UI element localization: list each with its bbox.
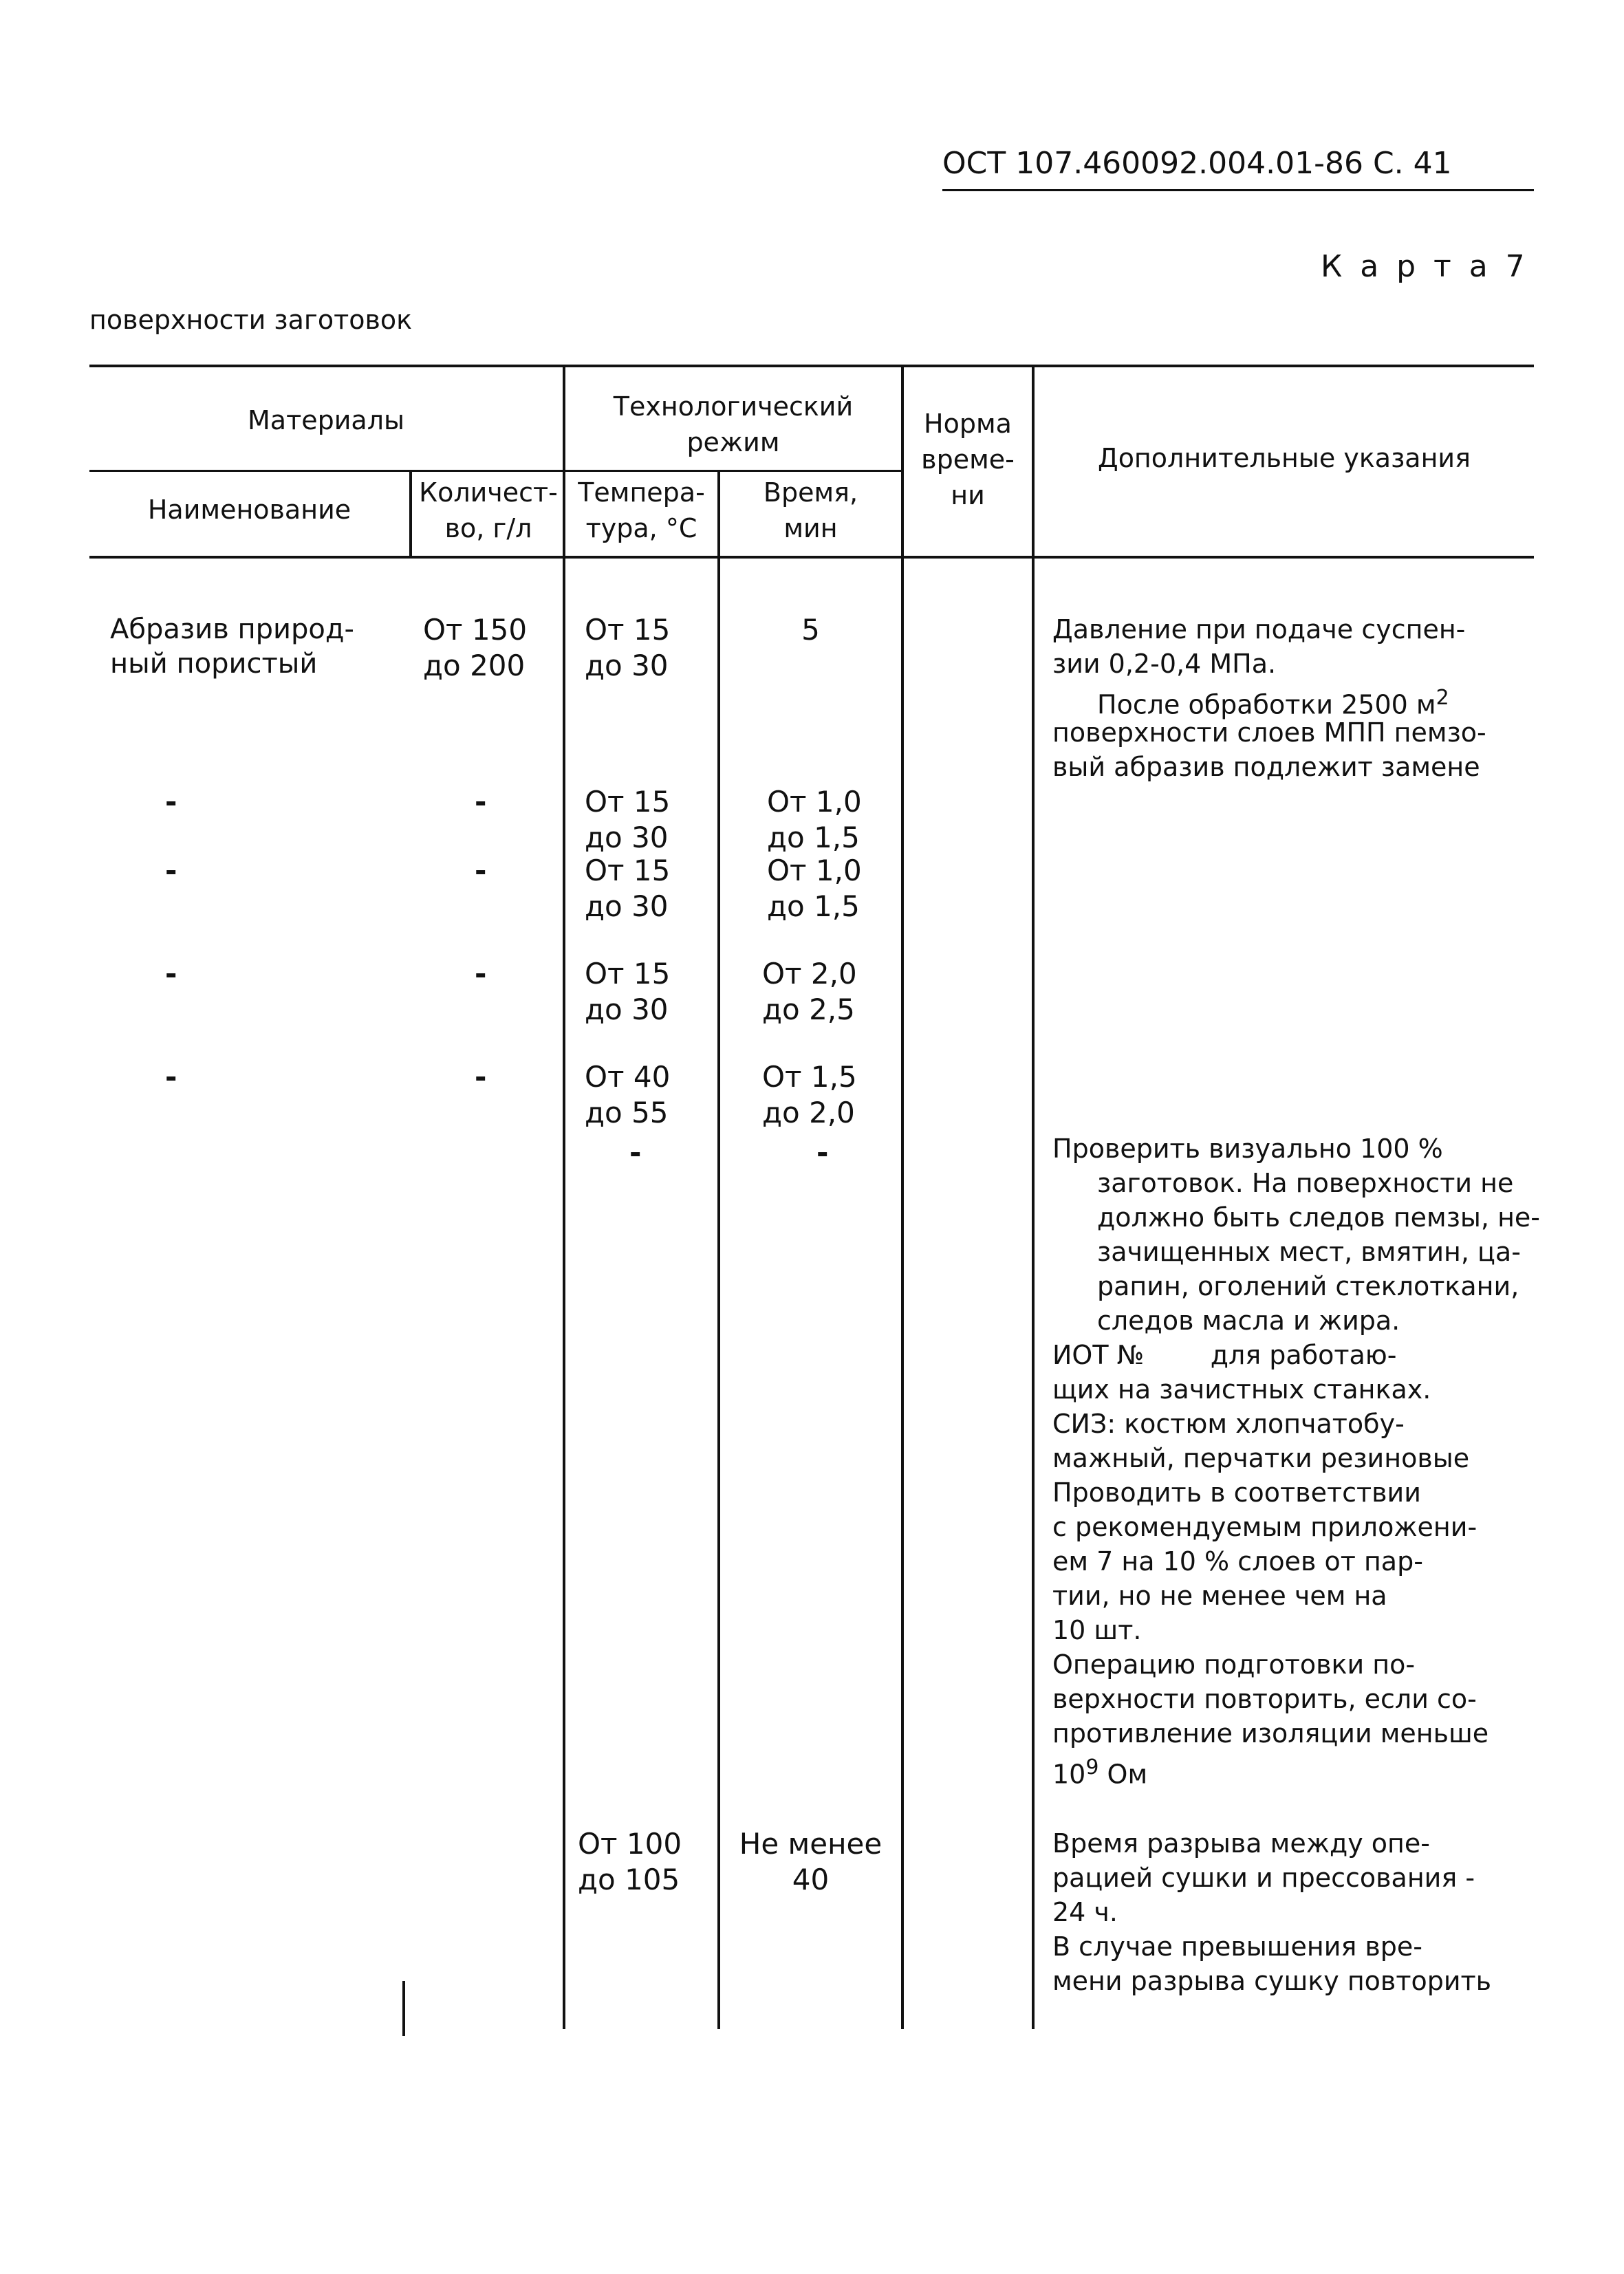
section-title: поверхности заготовок	[89, 305, 413, 335]
row2-quantity: -	[475, 785, 487, 819]
header-name: Наименование	[147, 495, 351, 525]
row2-name: -	[165, 785, 177, 819]
page-header-underline	[942, 189, 1534, 191]
header-time: Время, мин	[763, 477, 858, 543]
col-divider-time	[901, 365, 904, 2029]
row4-time: От 2,0 до 2,5	[762, 957, 857, 1026]
note-siz: СИЗ: костюм хлопчатобу- мажный, перчатки резиновые	[1052, 1409, 1470, 1473]
table-header-divider	[89, 470, 902, 472]
row5-time: От 1,5 до 2,0	[762, 1060, 857, 1129]
table-left-edge	[402, 1981, 405, 2036]
note-resistance-base: 10	[1052, 1759, 1086, 1790]
note-check-visual: Проверить визуально 100 % заготовок. На поверхности не должно быть следов пемзы, не- зачищенных мест, вмятин, ца- рапин, оголений стеклоткани, следов масла и жира.	[1052, 1134, 1541, 1336]
header-time-norm: Норма време- ни	[921, 409, 1015, 510]
row1-name: Абразив природ- ный пористый	[110, 614, 354, 680]
row4-name: -	[165, 957, 177, 990]
row5-name: -	[165, 1060, 177, 1094]
row1-quantity: От 150 до 200	[423, 613, 528, 682]
row1-time: 5	[801, 613, 820, 647]
table-header-bottom	[89, 556, 1534, 559]
row3-quantity: -	[475, 854, 487, 887]
row1-temperature: От 15 до 30	[585, 613, 671, 682]
row2-temperature: От 15 до 30	[585, 785, 671, 854]
note-iot: ИОТ № для работаю- щих на зачистных станках.	[1052, 1340, 1431, 1405]
row3-temperature: От 15 до 30	[585, 854, 671, 923]
header-tech-mode: Технологический режим	[613, 391, 854, 457]
card-label: К а р т а 7	[1321, 249, 1529, 284]
note-resistance	[1052, 1751, 1147, 1792]
note-after-2500-sup: 2	[1436, 686, 1449, 710]
row4-quantity: -	[475, 957, 487, 990]
note-conduct: Проводить в соответствии с рекомендуемым приложени- ем 7 на 10 % слоев от пар- тии, но не менее чем на 10 шт.	[1052, 1477, 1477, 1645]
row3-name: -	[165, 854, 177, 887]
header-temperature: Темпера- тура, °С	[578, 477, 705, 543]
note-exceed: В случае превышения вре- мени разрыва сушку повторить	[1052, 1931, 1492, 1996]
header-materials: Материалы	[248, 405, 404, 435]
page-header: ОСТ 107.460092.004.01-86 С. 41	[942, 146, 1452, 181]
header-extra-notes: Дополнительные указания	[1098, 443, 1471, 473]
col-divider-name	[409, 470, 412, 556]
row6-temperature: -	[629, 1136, 642, 1169]
note-repeat-op: Операцию подготовки по- верхности повторить, если со- противление изоляции меньше	[1052, 1649, 1489, 1748]
col-divider-temperature	[717, 470, 720, 2029]
table-top-border	[89, 365, 1534, 367]
note-after-2500-rest: поверхности слоев МПП пемзо- вый абразив подлежит замене	[1052, 717, 1486, 782]
note-pressure: Давление при подаче суспен- зии 0,2-0,4 МПа.	[1052, 614, 1466, 679]
note-after-2500-text: После обработки 2500 м	[1097, 689, 1436, 720]
row5-quantity: -	[475, 1060, 487, 1094]
header-quantity: Количест- во, г/л	[419, 477, 558, 543]
row2-time: От 1,0 до 1,5	[767, 785, 862, 854]
note-break-time: Время разрыва между опе- рацией сушки и прессования - 24 ч.	[1052, 1828, 1475, 1927]
col-divider-quantity	[563, 365, 565, 2029]
row6-time: -	[816, 1136, 829, 1169]
row4-temperature: От 15 до 30	[585, 957, 671, 1026]
col-divider-norm	[1032, 365, 1035, 2029]
row3-time: От 1,0 до 1,5	[767, 854, 862, 923]
row7-temperature: От 100 до 105	[578, 1827, 682, 1896]
note-resistance-exp: 9	[1085, 1755, 1099, 1779]
note-resistance-unit: Ом	[1098, 1759, 1148, 1790]
row5-temperature: От 40 до 55	[585, 1060, 671, 1129]
row7-time: Не менее 40	[739, 1827, 883, 1896]
